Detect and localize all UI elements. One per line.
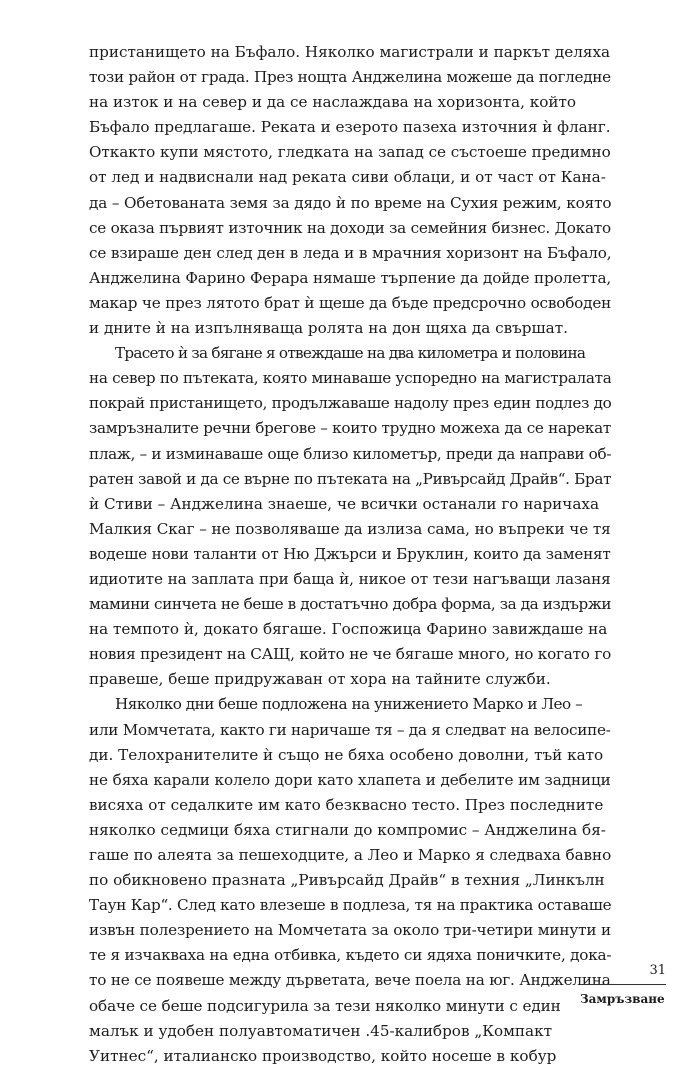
text-line: извън полезрението на Момчетата за около три-четири минути и (89, 921, 611, 940)
text-line: Анджелина Фарино Ферара нямаше търпение да дойде пролетта, (89, 268, 611, 287)
page-number: 31 (649, 963, 666, 978)
text-line: те я изчакваха на една отбивка, където си ядяха поничките, дока- (89, 946, 611, 965)
text-line: малък и удобен полуавтоматичен .45-калибров „Компакт (89, 1021, 552, 1040)
text-line: висяха от седалките им като безквасно тесто. През последните (89, 795, 604, 814)
text-line: то не се появеше между дърветата, вече поела на юг. Анджелина (89, 971, 611, 990)
text-line: покрай пристанището, продължаваше надолу през един подлез до (89, 394, 611, 413)
text-line: Малкия Скаг – не позволяваше да излиза сама, но въпреки че тя (89, 519, 611, 538)
text-line: по обикновено празната „Ривърсайд Драйв“ в техния „Линкълн (89, 871, 605, 890)
text-line: ратен завой и да се върне по пътеката на „Ривърсайд Драйв“. Брат (89, 469, 611, 488)
text-line: обаче се беше подсигурила за тези няколко минути с един (89, 996, 561, 1015)
text-line: се взираше ден след ден в леда и в мрачния хоризонт на Бъфало, (89, 243, 611, 262)
text-line: мамини синчета не беше в достатъчно добра форма, за да издържи (89, 595, 611, 614)
text-line: гаше по алеята за пешеходците, а Лео и Марко я следваха бавно (89, 846, 611, 864)
text-line: Няколко дни беше подложена на унижението Марко и Лео – (115, 695, 583, 714)
text-line: да – Обетованата земя за дядо ѝ по време на Сухия режим, която (89, 193, 611, 212)
text-line: Откакто купи мястото, гледката на запад се състоеше предимно (89, 143, 611, 162)
text-line: правеше, беше придружаван от хора на тайните служби. (89, 670, 551, 689)
text-line: от лед и надвиснали над реката сиви облаци, и от част от Кана- (89, 168, 606, 187)
text-line: този район от града. През нощта Анджелина можеше да погледне (89, 68, 611, 87)
text-line: ѝ Стиви – Анджелина знаеше, че всички останали го наричаха (89, 494, 600, 513)
running-title: Замръзване (580, 992, 665, 1006)
text-line: замръзналите речни брегове – които трудно можеха да се нарекат (89, 419, 611, 438)
text-line: се оказа първият източник на доходи за семейния бизнес. Докато (89, 218, 611, 237)
text-line: Таун Кар“. След като влезеше в подлеза, тя на практика оставаше (89, 896, 611, 915)
page-body-text (89, 40, 611, 1069)
text-line: и дните ѝ на изпълняваща ролята на дон щяха да свършат. (89, 319, 568, 338)
text-line: Бъфало предлагаше. Реката и езерото пазеха източния ѝ фланг. (89, 118, 611, 137)
footer-rule (580, 984, 666, 985)
text-line: Трасето ѝ за бягане я отвеждаше на два километра и половина (115, 344, 586, 363)
text-line: макар че през лятото брат ѝ щеше да бъде предсрочно освободен (89, 293, 611, 312)
text-line: на темпото ѝ, докато бягаше. Госпожица Фарино завиждаше на (89, 620, 608, 639)
text-line: пристанището на Бъфало. Няколко магистрали и паркът деляха (89, 43, 611, 61)
text-line: Уитнес“, италианско производство, който носеше в кобур (89, 1046, 557, 1065)
text-line: новия президент на САЩ, който не че бягаше много, но когато го (89, 645, 611, 664)
text-line: идиотите на заплата при баща ѝ, никое от тези нагъващи лазаня (89, 569, 611, 588)
text-line: на изток и на север и да се наслаждава на хоризонта, който (89, 93, 577, 112)
text-line: на север по пътеката, която минаваше успоредно на магистралата (89, 369, 611, 388)
text-line: ди. Телохранителите ѝ също не бяха особено доволни, тъй като (89, 745, 604, 764)
text-line: водеше нови таланти от Ню Джърси и Бруклин, които да заменят (89, 544, 611, 563)
text-line: няколко седмици бяха стигнали до компромис – Анджелина бя- (89, 820, 606, 839)
text-line: не бяха карали колело дори като хлапета и дебелите им задници (89, 770, 611, 789)
text-line: или Момчетата, както ги наричаше тя – да я следват на велосипе- (89, 720, 611, 739)
text-line: плаж, – и изминаваше още близо километър, преди да направи об- (89, 444, 611, 463)
